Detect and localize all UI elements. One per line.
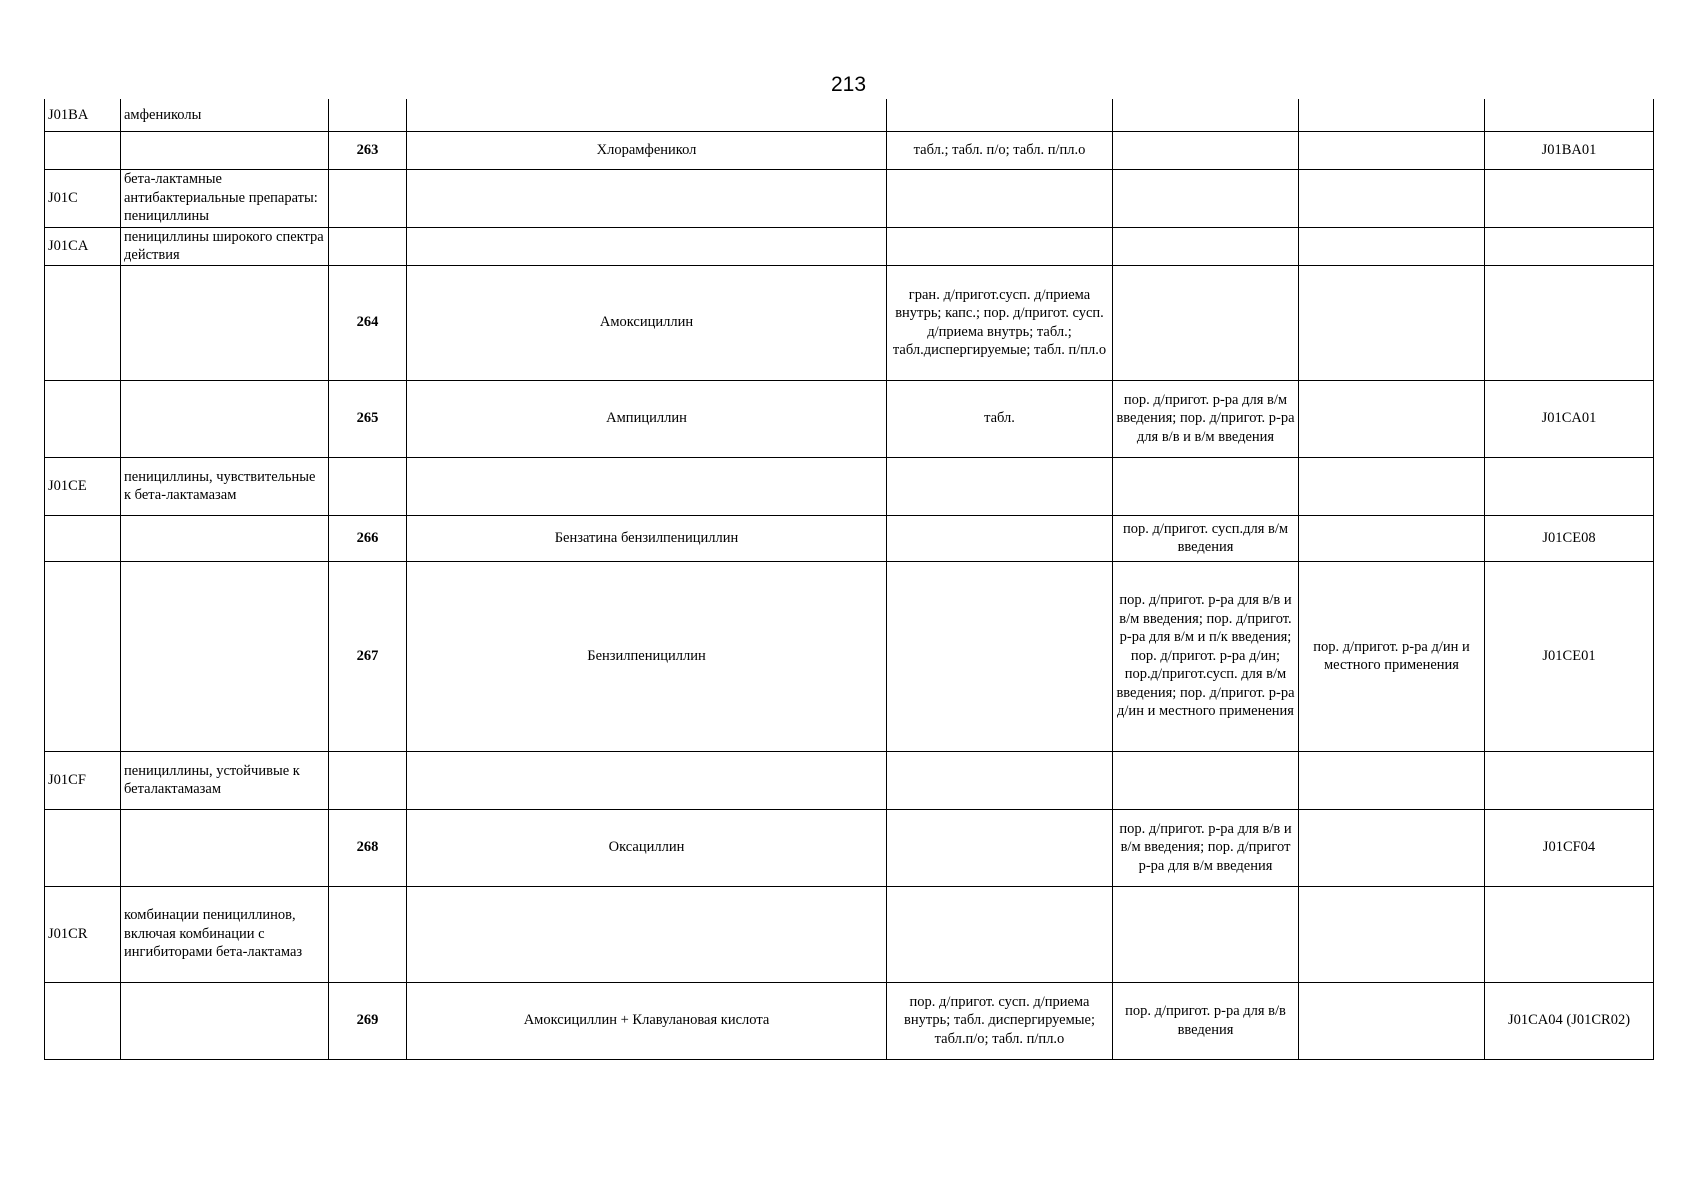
drug-name: Амоксициллин + Клавулановая кислота [407,982,887,1059]
atc-code: J01CE01 [1485,561,1654,751]
atc-group-name: пенициллины, устойчивые к беталактамазам [121,751,329,809]
item-number: 269 [329,982,407,1059]
atc-group-name: пенициллины широкого спектра действия [121,227,329,265]
item-number: 266 [329,515,407,561]
atc-group-code: J01CE [45,457,121,515]
table-row [45,265,1654,380]
table-row [45,982,1654,1059]
atc-group-code: J01CF [45,751,121,809]
local-forms [1299,265,1485,380]
atc-code: J01BA01 [1485,131,1654,169]
drug-name: Хлорамфеникол [407,131,887,169]
injection-forms: пор. д/пригот. сусп.для в/м введения [1113,515,1299,561]
item-number: 263 [329,131,407,169]
atc-group-name: амфениколы [121,99,329,131]
atc-code: J01CF04 [1485,809,1654,886]
atc-group-code: J01C [45,169,121,227]
table-row [45,515,1654,561]
oral-forms [887,809,1113,886]
local-forms [1299,515,1485,561]
injection-forms: пор. д/пригот. р-ра для в/в введения [1113,982,1299,1059]
atc-group-code: J01CA [45,227,121,265]
atc-group-name: комбинации пенициллинов, включая комбинации с ингибиторами бета-лактамаз [121,886,329,982]
local-forms [1299,982,1485,1059]
table-row [45,227,1654,265]
table-row [45,131,1654,169]
table-row [45,380,1654,457]
item-number: 268 [329,809,407,886]
atc-group-code: J01BA [45,99,121,131]
atc-group-name: бета-лактамные антибактериальные препараты: пенициллины [121,169,329,227]
atc-code: J01CA04 (J01CR02) [1485,982,1654,1059]
table-row [45,169,1654,227]
drug-name: Амоксициллин [407,265,887,380]
table-row [45,99,1654,131]
drug-list-table [44,99,1654,1060]
drug-name: Бензилпенициллин [407,561,887,751]
oral-forms: гран. д/пригот.сусп. д/приема внутрь; капс.; пор. д/пригот. сусп. д/приема внутрь; табл.; табл.диспергируемые; табл. п/пл.о [887,265,1113,380]
injection-forms: пор. д/пригот. р-ра для в/в и в/м введения; пор. д/пригот. р-ра для в/м и п/к введения; пор. д/пригот. р-ра д/ин; пор.д/пригот.сусп. для в/м введения; пор. д/пригот. р-ра д/ин и местного применения [1113,561,1299,751]
table-row [45,457,1654,515]
drug-name: Бензатина бензилпенициллин [407,515,887,561]
table-row [45,809,1654,886]
table-row [45,751,1654,809]
injection-forms [1113,265,1299,380]
atc-group-name: пенициллины, чувствительные к бета-лактамазам [121,457,329,515]
atc-code: J01CE08 [1485,515,1654,561]
injection-forms: пор. д/пригот. р-ра для в/в и в/м введения; пор. д/пригот р-ра для в/м введения [1113,809,1299,886]
local-forms [1299,380,1485,457]
table-row [45,561,1654,751]
page-number: 213 [830,73,867,96]
local-forms [1299,131,1485,169]
local-forms: пор. д/пригот. р-ра д/ин и местного применения [1299,561,1485,751]
injection-forms: пор. д/пригот. р-ра для в/м введения; пор. д/пригот. р-ра для в/в и в/м введения [1113,380,1299,457]
atc-code [1485,265,1654,380]
injection-forms [1113,131,1299,169]
oral-forms: пор. д/пригот. сусп. д/приема внутрь; табл. диспергируемые; табл.п/о; табл. п/пл.о [887,982,1113,1059]
item-number: 264 [329,265,407,380]
atc-code: J01CA01 [1485,380,1654,457]
drug-name: Оксациллин [407,809,887,886]
oral-forms [887,561,1113,751]
item-number: 265 [329,380,407,457]
drug-name: Ампициллин [407,380,887,457]
local-forms [1299,809,1485,886]
oral-forms: табл.; табл. п/о; табл. п/пл.о [887,131,1113,169]
atc-group-code: J01CR [45,886,121,982]
table-row [45,886,1654,982]
oral-forms [887,515,1113,561]
item-number: 267 [329,561,407,751]
oral-forms: табл. [887,380,1113,457]
